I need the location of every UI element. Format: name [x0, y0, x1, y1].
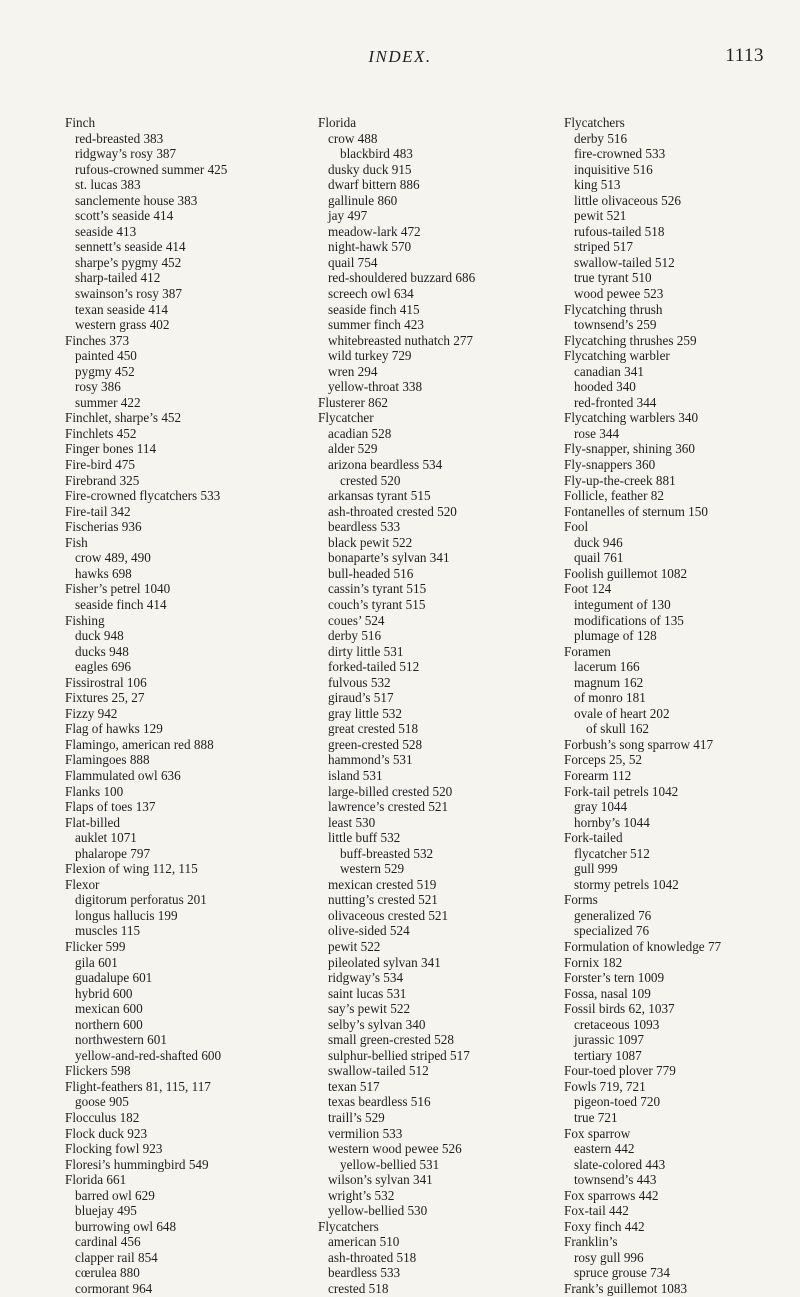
index-heading: Finchlet, sharpe’s 452: [65, 410, 182, 426]
index-subentry: yellow-and-red-shafted 600: [75, 1047, 222, 1063]
index-subentry: lacerum 166: [574, 659, 640, 675]
index-heading: Flexion of wing 112, 115: [65, 861, 198, 877]
index-subentry: gull 999: [574, 861, 618, 877]
index-subentry: specialized 76: [574, 923, 650, 939]
index-subentry: longus hallucis 199: [75, 907, 178, 923]
index-subentry: plumage of 128: [574, 628, 657, 644]
index-subentry: arizona beardless 534: [328, 457, 443, 473]
index-subentry: jurassic 1097: [574, 1032, 644, 1048]
index-heading: Fire-crowned flycatchers 533: [65, 488, 221, 504]
index-subentry: tertiary 1087: [574, 1047, 642, 1063]
index-subentry: hawks 698: [75, 565, 132, 581]
index-heading: Flamingoes 888: [65, 752, 150, 768]
index-subentry: yellow-bellied 530: [328, 1203, 428, 1219]
index-subentry: western grass 402: [75, 317, 170, 333]
index-subentry: canadian 341: [574, 363, 644, 379]
index-heading: Franklin’s: [564, 1234, 618, 1250]
index-subentry: texan 517: [328, 1078, 380, 1094]
index-subentry: striped 517: [574, 239, 633, 255]
index-subentry: spruce grouse 734: [574, 1265, 670, 1281]
index-heading: Flycatchers: [564, 115, 625, 130]
index-subentry: auklet 1071: [75, 830, 137, 846]
index-subentry: eagles 696: [75, 659, 132, 675]
index-heading: Fontanelles of sternum 150: [564, 503, 708, 519]
index-subentry: dusky duck 915: [328, 161, 412, 177]
index-heading: Fox-tail 442: [564, 1203, 629, 1219]
index-subentry: townsend’s 259: [574, 317, 657, 333]
index-subentry: duck 946: [574, 534, 623, 550]
index-subentry: guadalupe 601: [75, 970, 153, 986]
index-subentry: modifications of 135: [574, 612, 684, 628]
index-subentry: fulvous 532: [328, 674, 391, 690]
index-subentry: rufous-tailed 518: [574, 223, 665, 239]
index-column-2: [318, 115, 558, 1297]
index-heading: Fly-snappers 360: [564, 457, 656, 473]
index-subentry: screech owl 634: [328, 286, 414, 302]
index-subentry: hybrid 600: [75, 985, 133, 1001]
index-subentry: ash-throated crested 520: [328, 503, 457, 519]
index-subentry: true tyrant 510: [574, 270, 652, 286]
index-subentry: acadian 528: [328, 425, 392, 441]
index-subentry: seaside 413: [75, 223, 137, 239]
index-subentry: king 513: [574, 177, 621, 193]
index-subentry: seaside finch 414: [75, 596, 167, 612]
index-subentry: slate-colored 443: [574, 1156, 666, 1172]
index-subentry: cretaceous 1093: [574, 1016, 660, 1032]
index-subentry: summer finch 423: [328, 317, 424, 333]
index-subentry: barred owl 629: [75, 1187, 155, 1203]
index-heading: Flycatching warbler: [564, 348, 670, 364]
running-title: INDEX.: [368, 47, 432, 66]
index-subentry: buff-breasted 532: [340, 845, 434, 861]
index-heading: Flusterer 862: [318, 394, 388, 410]
index-subentry: olive-sided 524: [328, 923, 410, 939]
index-heading: Flycatcher: [318, 410, 374, 426]
index-subentry: red-shouldered buzzard 686: [328, 270, 476, 286]
index-heading: Flock duck 923: [65, 1125, 148, 1141]
index-subentry: wild turkey 729: [328, 348, 412, 364]
index-subentry: mexican crested 519: [328, 876, 437, 892]
index-subentry: rufous-crowned summer 425: [75, 161, 228, 177]
index-subentry: texan seaside 414: [75, 301, 169, 317]
index-heading: Flamingo, american red 888: [65, 736, 214, 752]
index-subentry: rosy gull 996: [574, 1249, 644, 1265]
index-subentry: yellow-bellied 531: [340, 1156, 440, 1172]
index-subentry: western 529: [340, 861, 405, 877]
index-subentry: crow 488: [328, 130, 378, 146]
index-subentry: crested 518: [328, 1281, 389, 1297]
index-subentry: muscles 115: [75, 923, 141, 939]
index-subentry: meadow-lark 472: [328, 223, 421, 239]
index-heading: Flycatching thrushes 259: [564, 332, 697, 348]
index-heading: Fork-tailed: [564, 830, 623, 846]
index-subentry: forked-tailed 512: [328, 659, 420, 675]
index-heading: Fixtures 25, 27: [65, 690, 145, 706]
index-subentry: rosy 386: [75, 379, 121, 395]
index-subentry: nutting’s crested 521: [328, 892, 438, 908]
index-subentry: cassin’s tyrant 515: [328, 581, 427, 597]
index-heading: Forceps 25, 52: [564, 752, 643, 768]
index-heading: Fly-up-the-creek 881: [564, 472, 676, 488]
index-subentry: little olivaceous 526: [574, 192, 681, 208]
index-subentry: swainson’s rosy 387: [75, 286, 182, 302]
index-subentry: swallow-tailed 512: [328, 1063, 429, 1079]
index-subentry: little buff 532: [328, 830, 401, 846]
index-subentry: bluejay 495: [75, 1203, 137, 1219]
index-heading: Fish: [65, 534, 88, 550]
index-heading: Fox sparrows 442: [564, 1187, 659, 1203]
index-heading: Fire-bird 475: [65, 457, 135, 473]
index-subentry: northwestern 601: [75, 1032, 167, 1048]
index-subentry: ovale of heart 202: [574, 705, 670, 721]
index-subentry: beardless 533: [328, 519, 401, 535]
index-subentry: american 510: [328, 1234, 400, 1250]
index-heading: Fischerias 936: [65, 519, 142, 535]
index-heading: Fizzy 942: [65, 705, 118, 721]
index-heading: Four-toed plover 779: [564, 1063, 676, 1079]
index-heading: Flicker 599: [65, 938, 126, 954]
index-subentry: sanclemente house 383: [75, 192, 198, 208]
index-subentry: clapper rail 854: [75, 1249, 158, 1265]
index-subentry: texas beardless 516: [328, 1094, 431, 1110]
index-subentry: wood pewee 523: [574, 286, 664, 302]
index-subentry: crow 489, 490: [75, 550, 151, 566]
index-subentry: great crested 518: [328, 721, 419, 737]
index-subentry: traill’s 529: [328, 1110, 385, 1125]
index-heading: Fly-snapper, shining 360: [564, 441, 695, 457]
index-subentry: swallow-tailed 512: [574, 254, 675, 270]
index-heading: Florida: [318, 115, 357, 130]
index-subentry: seaside finch 415: [328, 301, 420, 317]
index-subentry: cormorant 964: [75, 1281, 153, 1297]
index-column-3: [564, 115, 800, 1297]
index-subentry: night-hawk 570: [328, 239, 412, 255]
index-heading: Flammulated owl 636: [65, 767, 181, 783]
index-heading: Flanks 100: [65, 783, 124, 799]
index-subentry: burrowing owl 648: [75, 1218, 177, 1234]
index-subentry: fire-crowned 533: [574, 146, 666, 162]
index-heading: Flaps of toes 137: [65, 799, 156, 815]
index-heading: Formulation of knowledge 77: [564, 938, 722, 954]
index-heading: Fox sparrow: [564, 1125, 631, 1141]
index-heading: Forms: [564, 892, 598, 908]
index-subentry: painted 450: [75, 348, 137, 364]
index-heading: Foolish guillemot 1082: [564, 565, 688, 581]
index-subentry: integument of 130: [574, 596, 671, 612]
index-subentry: of skull 162: [586, 721, 650, 737]
index-subentry: red-fronted 344: [574, 394, 657, 410]
index-subentry: pewit 522: [328, 938, 381, 954]
index-heading: Flocking fowl 923: [65, 1141, 163, 1157]
index-subentry: pewit 521: [574, 208, 627, 224]
index-subentry: beardless 533: [328, 1265, 401, 1281]
index-subentry: whitebreasted nuthatch 277: [328, 332, 474, 348]
index-column-1: [65, 115, 305, 1297]
index-subentry: summer 422: [75, 394, 141, 410]
index-subentry: coues’ 524: [328, 612, 385, 628]
index-heading: Fornix 182: [564, 954, 623, 970]
index-subentry: scott’s seaside 414: [75, 208, 174, 224]
index-heading: Foot 124: [564, 581, 612, 597]
index-subentry: wilson’s sylvan 341: [328, 1172, 433, 1188]
index-heading: Floresi’s hummingbird 549: [65, 1156, 209, 1172]
index-subentry: pygmy 452: [75, 363, 135, 379]
index-heading: Flycatchers: [318, 1218, 379, 1234]
index-heading: Foramen: [564, 643, 611, 659]
index-subentry: lawrence’s crested 521: [328, 799, 449, 815]
index-heading: Fisher’s petrel 1040: [65, 581, 171, 597]
index-heading: Finch: [65, 115, 96, 130]
index-subentry: mexican 600: [75, 1001, 143, 1017]
index-subentry: saint lucas 531: [328, 985, 407, 1001]
index-heading: Foxy finch 442: [564, 1218, 645, 1234]
index-subentry: sennett’s seaside 414: [75, 239, 186, 255]
index-heading: Finchlets 452: [65, 425, 137, 441]
index-subentry: yellow-throat 338: [328, 379, 423, 395]
index-heading: Finches 373: [65, 332, 130, 348]
index-subentry: black pewit 522: [328, 534, 413, 550]
index-subentry: least 530: [328, 814, 376, 830]
index-subentry: arkansas tyrant 515: [328, 488, 431, 504]
index-subentry: blackbird 483: [340, 146, 413, 162]
index-heading: Fire-tail 342: [65, 503, 131, 519]
index-heading: Forbush’s song sparrow 417: [564, 736, 714, 752]
index-subentry: island 531: [328, 767, 383, 783]
index-subentry: gallinule 860: [328, 192, 398, 208]
index-subentry: gray 1044: [574, 799, 628, 815]
index-subentry: phalarope 797: [75, 845, 151, 861]
index-subentry: wren 294: [328, 363, 378, 379]
index-heading: Firebrand 325: [65, 472, 140, 488]
index-heading: Flat-billed: [65, 814, 120, 830]
index-heading: Fissirostral 106: [65, 674, 147, 690]
index-subentry: bonaparte’s sylvan 341: [328, 550, 450, 566]
index-subentry: digitorum perforatus 201: [75, 892, 207, 908]
index-subentry: generalized 76: [574, 907, 652, 923]
index-heading: Flycatching warblers 340: [564, 410, 699, 426]
index-heading: Flag of hawks 129: [65, 721, 163, 737]
index-subentry: jay 497: [328, 208, 368, 224]
index-heading: Fossil birds 62, 1037: [564, 1001, 675, 1017]
index-heading: Fowls 719, 721: [564, 1078, 646, 1094]
index-subentry: gray little 532: [328, 705, 402, 721]
index-heading: Fishing: [65, 612, 105, 628]
index-subentry: ridgway’s rosy 387: [75, 146, 177, 162]
index-subentry: quail 761: [574, 550, 624, 566]
page-number: 1113: [725, 45, 764, 66]
index-subentry: dwarf bittern 886: [328, 177, 420, 193]
index-subentry: townsend’s 443: [574, 1172, 657, 1188]
index-subentry: sharpe’s pygmy 452: [75, 254, 182, 270]
index-subentry: red-breasted 383: [75, 130, 164, 146]
index-subentry: bull-headed 516: [328, 565, 414, 581]
index-heading: Flight-feathers 81, 115, 117: [65, 1078, 211, 1094]
index-subentry: sharp-tailed 412: [75, 270, 161, 286]
index-subentry: sulphur-bellied striped 517: [328, 1047, 470, 1063]
index-heading: Frank’s guillemot 1083: [564, 1281, 688, 1297]
index-subentry: large-billed crested 520: [328, 783, 453, 799]
index-subentry: giraud’s 517: [328, 690, 394, 706]
index-subentry: alder 529: [328, 441, 378, 457]
index-subentry: st. lucas 383: [75, 177, 141, 193]
index-subentry: small green-crested 528: [328, 1032, 454, 1048]
index-subentry: selby’s sylvan 340: [328, 1016, 426, 1032]
index-subentry: cœrulea 880: [75, 1265, 140, 1281]
index-heading: Flexor: [65, 876, 100, 892]
index-subentry: rose 344: [574, 425, 620, 441]
index-subentry: olivaceous crested 521: [328, 907, 449, 923]
index-subentry: hornby’s 1044: [574, 814, 650, 830]
index-subentry: ash-throated 518: [328, 1249, 417, 1265]
index-heading: Florida 661: [65, 1172, 127, 1188]
index-heading: Flycatching thrush: [564, 301, 663, 317]
index-subentry: vermilion 533: [328, 1125, 403, 1141]
index-heading: Forster’s tern 1009: [564, 970, 665, 986]
index-subentry: derby 516: [328, 628, 382, 644]
index-heading: Flickers 598: [65, 1063, 131, 1079]
index-heading: Follicle, feather 82: [564, 488, 664, 504]
index-subentry: goose 905: [75, 1094, 129, 1110]
index-subentry: hammond’s 531: [328, 752, 413, 768]
index-heading: Fool: [564, 519, 589, 535]
index-subentry: ducks 948: [75, 643, 129, 659]
index-subentry: duck 948: [75, 628, 124, 644]
index-subentry: ridgway’s 534: [328, 970, 404, 986]
index-subentry: eastern 442: [574, 1141, 635, 1157]
index-subentry: pigeon-toed 720: [574, 1094, 661, 1110]
index-subentry: true 721: [574, 1110, 618, 1125]
index-subentry: cardinal 456: [75, 1234, 141, 1250]
index-subentry: inquisitive 516: [574, 161, 653, 177]
index-heading: Forearm 112: [564, 767, 632, 783]
index-subentry: dirty little 531: [328, 643, 404, 659]
index-heading: Fossa, nasal 109: [564, 985, 651, 1001]
index-subentry: flycatcher 512: [574, 845, 650, 861]
index-subentry: wright’s 532: [328, 1187, 395, 1203]
index-subentry: gila 601: [75, 954, 118, 970]
index-heading: Fork-tail petrels 1042: [564, 783, 679, 799]
index-subentry: western wood pewee 526: [328, 1141, 462, 1157]
index-subentry: magnum 162: [574, 674, 644, 690]
index-subentry: couch’s tyrant 515: [328, 596, 426, 612]
index-subentry: pileolated sylvan 341: [328, 954, 441, 970]
index-subentry: quail 754: [328, 254, 378, 270]
index-subentry: of monro 181: [574, 690, 646, 706]
index-subentry: derby 516: [574, 130, 628, 146]
index-subentry: northern 600: [75, 1016, 143, 1032]
index-subentry: hooded 340: [574, 379, 636, 395]
index-subentry: say’s pewit 522: [328, 1001, 411, 1017]
index-heading: Finger bones 114: [65, 441, 157, 457]
index-subentry: crested 520: [340, 472, 401, 488]
index-subentry: stormy petrels 1042: [574, 876, 679, 892]
index-heading: Flocculus 182: [65, 1110, 140, 1125]
index-subentry: green-crested 528: [328, 736, 423, 752]
